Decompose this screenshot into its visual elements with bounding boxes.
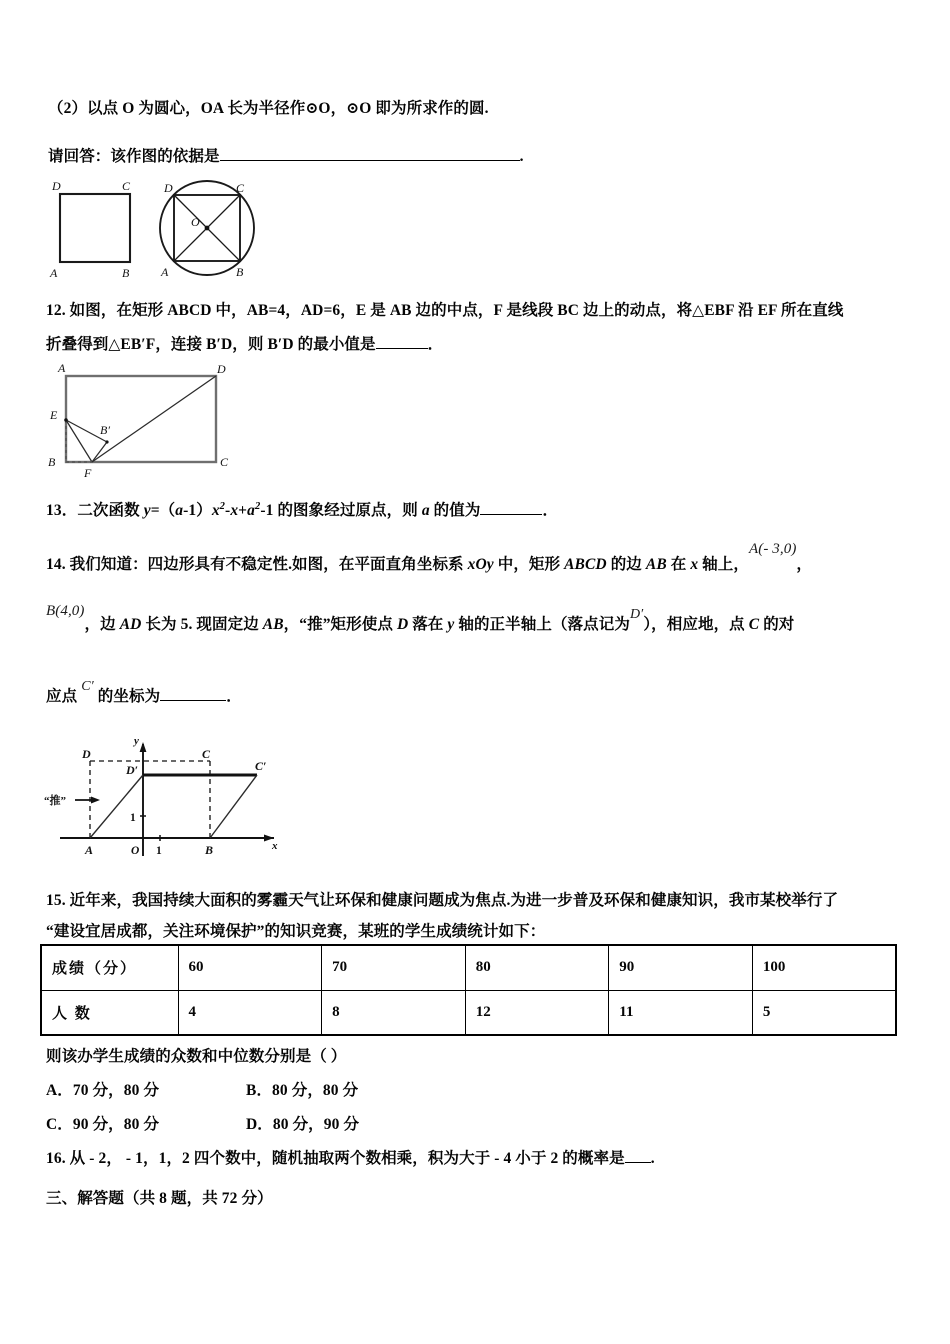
q14-line1-comma: ， — [796, 556, 813, 573]
q14-point-dprime: D′ — [629, 607, 644, 622]
q14-line2-h: 的对 — [759, 616, 795, 633]
svg-text:A: A — [85, 843, 94, 857]
cell-score-0: 60 — [178, 945, 322, 990]
svg-text:A: A — [50, 266, 58, 280]
svg-text:A: A — [58, 362, 66, 375]
q12-line1-text: 如图，在矩形 ABCD 中，AB=4，AD=6，E 是 AB 边的中点，F 是线段 BC 边上的动点，将△EBF 沿 EF 所在直线 — [69, 302, 844, 319]
q12-line2-suffix: ． — [427, 336, 444, 353]
q14-xoy: xOy — [467, 556, 494, 573]
q13-var-a2: a — [247, 502, 255, 519]
option-b[interactable] — [246, 1074, 358, 1108]
q14-line1-c: 的边 — [606, 556, 646, 573]
q12-number: 12. — [46, 302, 66, 319]
cell-count-0: 4 — [178, 990, 322, 1035]
q15-options — [46, 1074, 646, 1144]
q15-line1-text: 近年来，我国持续大面积的雾霾天气让环保和健康问题成为焦点.为进一步普及环保和健康知识，我市某校举行了 — [69, 892, 839, 909]
svg-text:B: B — [205, 843, 214, 857]
svg-text:C: C — [202, 747, 211, 761]
q14-line1-b: 中，矩形 — [493, 556, 565, 573]
q15-line2: “建设宜居成都，关注环境保护”的知识竞赛，某班的学生成绩统计如下： — [46, 923, 546, 940]
table-row — [41, 945, 896, 990]
q14-line2-b: 长为 5. 现固定边 — [141, 616, 263, 633]
q13-suffix-text: 的值为 — [429, 502, 481, 519]
cell-count-3: 11 — [609, 990, 753, 1035]
q12-figure — [44, 362, 274, 480]
cell-count-2: 12 — [465, 990, 609, 1035]
svg-text:“推”: “推” — [44, 795, 66, 807]
q11-step2-text: （2）以点 O 为圆心，OA 长为半径作⊙O，⊙O 即为所求作的圆. — [48, 100, 489, 117]
q16-answer-blank[interactable] — [625, 1146, 651, 1163]
svg-text:1: 1 — [156, 845, 162, 857]
q14-x: x — [690, 556, 699, 573]
q11-figures — [44, 178, 284, 288]
cell-count-4: 5 — [752, 990, 896, 1035]
svg-text:O: O — [131, 845, 140, 857]
q11-answer-blank[interactable] — [220, 144, 520, 161]
svg-text:B: B — [122, 266, 130, 280]
section-heading: 三、解答题（共 8 题，共 72 分） — [46, 1190, 273, 1207]
q13-formula-part3: - — [225, 502, 231, 519]
q13-answer-blank[interactable] — [480, 498, 542, 515]
q13-var-x2: x — [230, 502, 239, 519]
q16-text: 从 - 2， - 1，1，2 四个数中，随机抽取两个数相乘，积为大于 - 4 小于 2 的概率是 — [69, 1150, 625, 1167]
q14-point-cprime: C′ — [81, 679, 94, 694]
q13-end: ． — [542, 502, 559, 519]
cell-score-4: 100 — [752, 945, 896, 990]
q14-line3 — [46, 680, 946, 715]
q14-figure — [42, 728, 332, 873]
svg-text:D: D — [82, 747, 91, 761]
q14-answer-blank[interactable] — [160, 684, 226, 701]
svg-text:C: C — [236, 181, 245, 195]
svg-text:B′: B′ — [100, 423, 110, 437]
q14-ad: AD — [119, 616, 142, 633]
svg-text:C: C — [220, 455, 229, 469]
option-d-text: 80 分，90 分 — [272, 1116, 360, 1133]
option-d[interactable] — [246, 1108, 359, 1142]
q13-formula-part5: -1 — [260, 502, 278, 519]
q14-number: 14. — [46, 556, 66, 573]
q11-ask-line — [48, 140, 908, 174]
q16-line — [46, 1142, 936, 1176]
q13-middle-text: 的图象经过原点，则 — [277, 502, 422, 519]
svg-text:F: F — [84, 466, 92, 480]
row-label-score: 成绩（分） — [41, 945, 178, 990]
q14-line2-c: ，“推”矩形使点 — [283, 616, 397, 633]
option-a[interactable] — [46, 1074, 159, 1108]
q13-var-y: y — [143, 502, 151, 519]
table-row — [41, 990, 896, 1035]
q13-exponent-2b: 2 — [254, 500, 261, 512]
option-a-text: 70 分，80 分 — [72, 1082, 160, 1099]
svg-text:E: E — [50, 408, 58, 422]
q13-line — [46, 494, 926, 528]
row-label-count: 人 数 — [41, 990, 178, 1035]
q15-question: 则该办学生成绩的众数和中位数分别是（ ） — [46, 1048, 347, 1065]
svg-text:y: y — [134, 735, 139, 747]
q14-line1-d: 在 — [666, 556, 691, 573]
q14-line3-b: 的坐标为 — [93, 688, 161, 705]
option-b-key: B． — [246, 1082, 273, 1099]
q14-line2-f: 轴的正半轴上（落点记为 — [454, 616, 630, 633]
cell-score-2: 80 — [465, 945, 609, 990]
q14-y: y — [447, 616, 455, 633]
svg-text:D′: D′ — [126, 763, 139, 777]
q14-ab2: AB — [262, 616, 284, 633]
q14-line2 — [46, 603, 946, 643]
score-table-wrapper — [40, 944, 897, 1036]
q11-ask-suffix: . — [519, 148, 524, 165]
svg-text:C: C — [122, 179, 131, 193]
q11-ask-prefix: 请回答：该作图的依据是 — [48, 148, 220, 165]
option-c[interactable] — [46, 1108, 159, 1142]
svg-text:B: B — [48, 455, 56, 469]
q12-line1 — [46, 294, 926, 328]
q14-ab: AB — [645, 556, 667, 573]
q15-number: 15. — [46, 892, 66, 909]
svg-text:C′: C′ — [255, 759, 267, 773]
q14-d: D — [396, 616, 409, 633]
q13-prefix: 二次函数 — [77, 502, 144, 519]
q14-line3-a: 应点 — [46, 688, 82, 705]
q11-figure-group — [44, 178, 284, 288]
q14-point-a: A(- 3,0) — [748, 541, 797, 557]
option-d-key: D． — [246, 1116, 273, 1133]
q14-abcd: ABCD — [564, 556, 607, 573]
cell-count-1: 8 — [322, 990, 466, 1035]
q14-c: C — [748, 616, 760, 633]
q13-number: 13． — [46, 502, 78, 519]
square-abcd-figure — [49, 179, 131, 280]
q12-line2 — [46, 328, 926, 362]
option-c-key: C． — [46, 1116, 73, 1133]
svg-text:A: A — [161, 265, 169, 279]
svg-text:O: O — [191, 215, 200, 229]
svg-text:D: D — [217, 362, 226, 376]
q12-answer-blank[interactable] — [376, 332, 428, 349]
coordinate-push-svg — [42, 728, 332, 873]
q13-var-a: a — [175, 502, 184, 519]
option-c-text: 90 分，80 分 — [72, 1116, 160, 1133]
q14-line1-a: 我们知道：四边形具有不稳定性.如图，在平面直角坐标系 — [69, 556, 468, 573]
q14-line2-e: 落在 — [408, 616, 448, 633]
q13-formula-part2: -1） — [183, 502, 212, 519]
q14-line1 — [46, 541, 946, 582]
q14-line2-g: ），相应地，点 — [643, 616, 749, 633]
score-table — [40, 944, 897, 1036]
cell-score-1: 70 — [322, 945, 466, 990]
q14-line1-e: 轴上， — [698, 556, 749, 573]
q12-line2-prefix: 折叠得到△EB′F，连接 B′D，则 B′D 的最小值是 — [46, 336, 376, 353]
q13-exponent-2: 2 — [219, 500, 226, 512]
svg-text:B: B — [236, 265, 244, 279]
rectangle-fold-svg — [44, 362, 274, 480]
q16-suffix: . — [650, 1150, 655, 1167]
option-b-text: 80 分，80 分 — [272, 1082, 359, 1099]
q15-line1 — [46, 884, 936, 918]
q16-number: 16. — [46, 1150, 66, 1167]
svg-text:D: D — [164, 181, 173, 195]
svg-text:1: 1 — [130, 812, 136, 824]
q13-var-a3: a — [421, 502, 430, 519]
square-in-circle-figure — [160, 181, 254, 279]
svg-text:x: x — [272, 840, 278, 852]
q14-point-b: B(4,0) — [46, 603, 85, 619]
option-a-key: A． — [46, 1082, 73, 1099]
q14-line2-a: ，边 — [84, 616, 120, 633]
q14-line3-end: ． — [226, 688, 242, 705]
q13-var-x: x — [211, 502, 220, 519]
cell-score-3: 90 — [609, 945, 753, 990]
svg-text:D: D — [52, 179, 61, 193]
q13-formula-part4: + — [238, 502, 248, 519]
q13-formula-part1: =（ — [150, 502, 176, 519]
